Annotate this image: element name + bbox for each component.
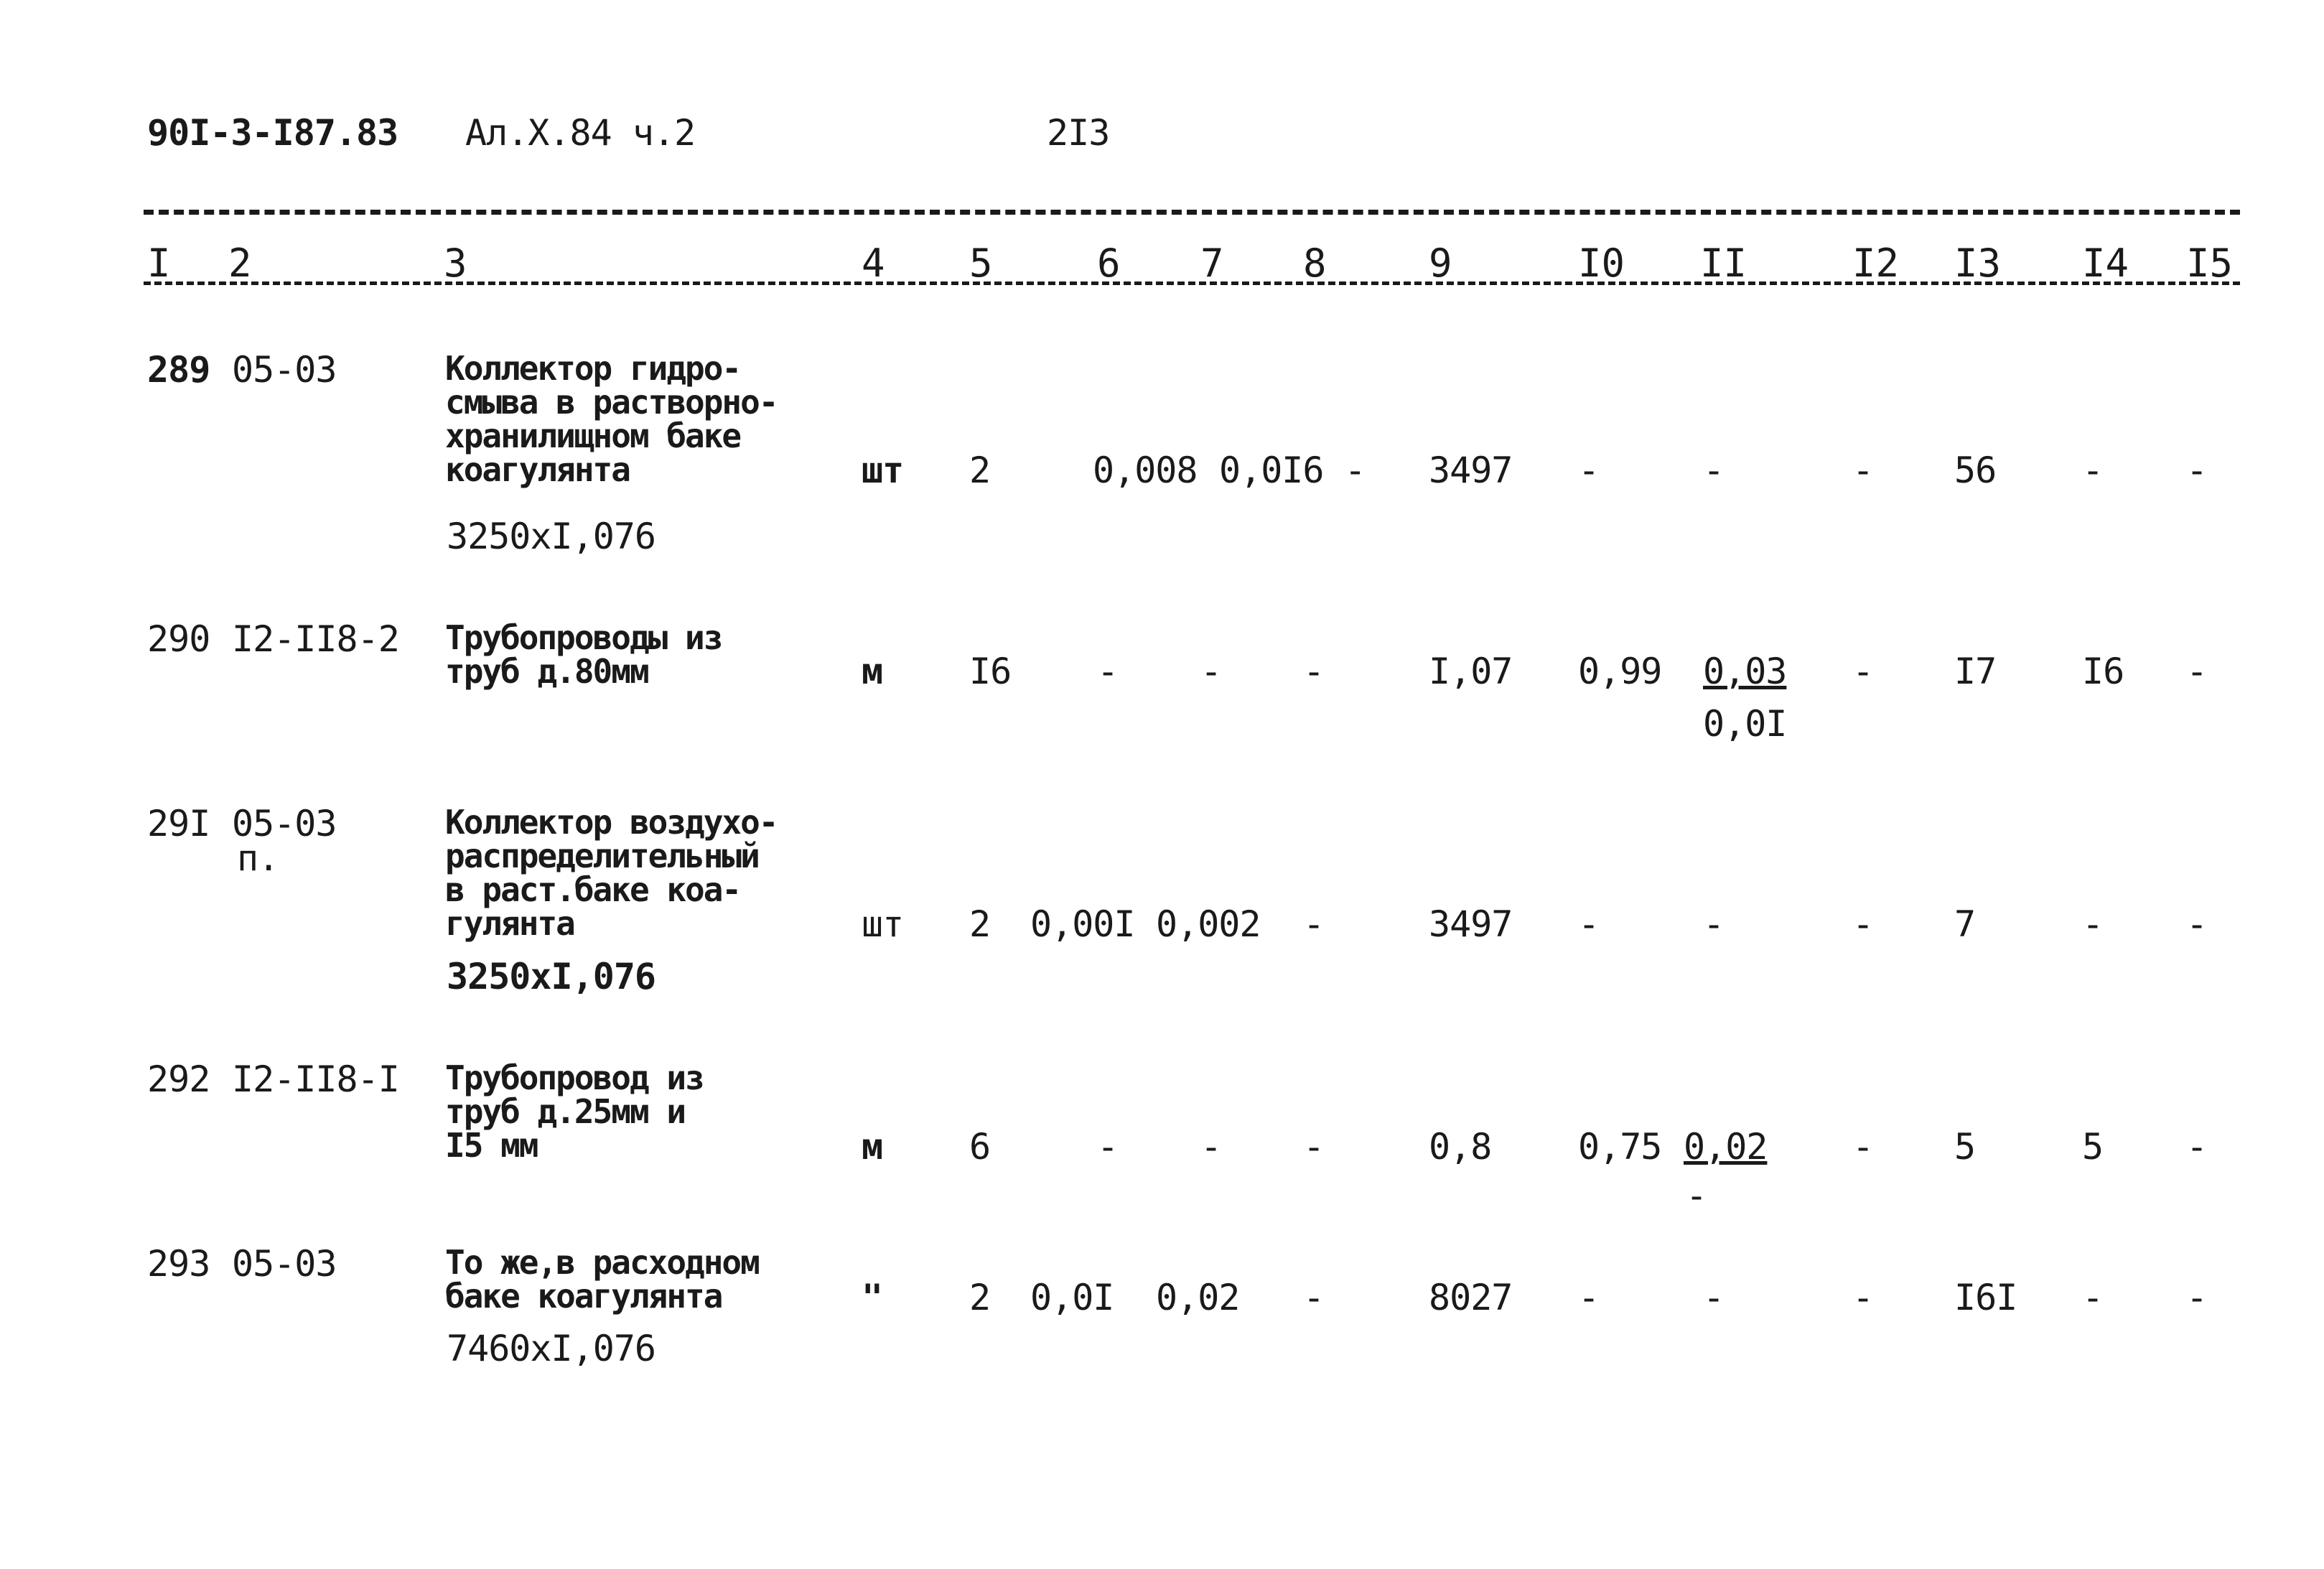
row-qty: 2 — [969, 450, 991, 491]
row-number: 29I — [147, 803, 210, 844]
col-number: 6 — [1097, 241, 1121, 286]
row-qty: 2 — [969, 1277, 991, 1318]
col-number: 7 — [1200, 241, 1224, 286]
row-code: I2-II8-I — [232, 1058, 399, 1100]
col-number: I — [147, 241, 171, 286]
col-number: I5 — [2186, 241, 2234, 286]
row-unit: м — [862, 651, 883, 692]
row-qty: 2 — [969, 903, 991, 945]
row-c9: 3497 — [1429, 903, 1513, 945]
row-c14: - — [2082, 450, 2104, 491]
row-desc-line: Трубопровод из — [445, 1058, 704, 1097]
col-number: 2 — [228, 241, 252, 286]
col-number: 3 — [444, 241, 467, 286]
row-c7: - — [1200, 651, 1222, 692]
row-c11: - — [1703, 903, 1725, 945]
row-formula: 3250xI,076 — [447, 956, 656, 997]
row-desc-line: Коллектор гидро- — [445, 349, 741, 388]
col-number: I4 — [2082, 241, 2129, 286]
row-c9: I,07 — [1429, 651, 1513, 692]
row-c14: - — [2082, 903, 2104, 945]
row-desc-line: труб д.25мм и — [445, 1092, 686, 1131]
page-number: 2I3 — [1047, 112, 1110, 154]
row-desc-line: То же,в расходном — [445, 1243, 759, 1282]
row-c15: - — [2186, 450, 2208, 491]
album-ref: Ал.X.84 ч.2 — [465, 112, 696, 154]
row-c6: - — [1097, 1126, 1119, 1168]
row-c11: 0,03 — [1703, 651, 1787, 692]
column-header-rule — [144, 281, 2240, 285]
row-c12: - — [1852, 450, 1874, 491]
row-c10: 0,75 — [1578, 1126, 1662, 1168]
row-unit: " — [862, 1277, 883, 1318]
row-qty: 6 — [969, 1126, 991, 1168]
col-number: I3 — [1954, 241, 2002, 286]
row-desc-line: I5 мм — [445, 1126, 538, 1165]
row-c12: - — [1852, 903, 1874, 945]
row-c10: 0,99 — [1578, 651, 1662, 692]
col-number: 4 — [862, 241, 885, 286]
row-c10: - — [1578, 903, 1600, 945]
row-c13: I7 — [1954, 651, 1997, 692]
row-c11-sub: - — [1686, 1175, 1707, 1216]
row-c13: 56 — [1954, 450, 1997, 491]
row-desc-line: в раст.баке коа- — [445, 870, 741, 909]
row-c14: 5 — [2082, 1126, 2104, 1168]
row-unit: шт — [862, 450, 904, 491]
row-code: 05-03 — [232, 349, 337, 391]
row-c15: - — [2186, 651, 2208, 692]
row-c13: 7 — [1954, 903, 1976, 945]
row-code: 05-03 — [232, 1243, 337, 1285]
row-c14: I6 — [2082, 651, 2124, 692]
row-c14: - — [2082, 1277, 2104, 1318]
row-c6: - — [1097, 651, 1119, 692]
row-c15: - — [2186, 903, 2208, 945]
row-code-sub: п. — [237, 837, 279, 879]
row-c12: - — [1852, 1277, 1874, 1318]
col-number: 5 — [969, 241, 993, 286]
row-c15: - — [2186, 1126, 2208, 1168]
row-c8: - — [1303, 903, 1325, 945]
row-c7: - — [1200, 1126, 1222, 1168]
row-desc-line: баке коагулянта — [445, 1277, 722, 1316]
row-c7: 0,02 — [1156, 1277, 1240, 1318]
col-number: 8 — [1303, 241, 1327, 286]
row-c9: 3497 — [1429, 450, 1513, 491]
row-c8: - — [1303, 651, 1325, 692]
row-desc-line: смыва в растворно- — [445, 383, 778, 422]
row-c11: 0,02 — [1684, 1126, 1768, 1168]
doc-code: 90I-3-I87.83 — [147, 112, 398, 154]
row-formula: 3250xI,076 — [447, 516, 656, 557]
row-desc-line: гулянта — [445, 904, 574, 943]
row-formula: 7460xI,076 — [447, 1328, 656, 1369]
row-c7: 0,002 — [1156, 903, 1261, 945]
row-c11: - — [1703, 1277, 1725, 1318]
row-c6: 0,0I — [1030, 1277, 1114, 1318]
row-desc-line: коагулянта — [445, 450, 630, 489]
row-c10: - — [1578, 1277, 1600, 1318]
row-desc-line: хранилищном баке — [445, 416, 741, 455]
row-c15: - — [2186, 1277, 2208, 1318]
row-c11: - — [1703, 450, 1725, 491]
row-qty: I6 — [969, 651, 1012, 692]
row-number: 292 — [147, 1058, 210, 1100]
row-desc-line: Коллектор воздухо- — [445, 803, 778, 842]
row-c13: 5 — [1954, 1126, 1976, 1168]
row-desc-line: распределительный — [445, 837, 759, 875]
row-c8: 0,0I6 - — [1219, 450, 1366, 491]
row-c8: - — [1303, 1277, 1325, 1318]
row-number: 290 — [147, 618, 210, 660]
row-c12: - — [1852, 651, 1874, 692]
row-code: 05-03 — [232, 803, 337, 844]
row-unit: м — [862, 1126, 883, 1168]
row-unit: шт — [862, 903, 904, 945]
row-c12: - — [1852, 1126, 1874, 1168]
row-c10: - — [1578, 450, 1600, 491]
row-c9: 8027 — [1429, 1277, 1513, 1318]
row-c11-sub: 0,0I — [1703, 703, 1787, 745]
row-desc-line: труб д.80мм — [445, 652, 648, 691]
col-number: II — [1700, 241, 1747, 286]
row-number: 293 — [147, 1243, 210, 1285]
row-c8: - — [1303, 1126, 1325, 1168]
row-number: 289 — [147, 349, 210, 391]
row-c6: 0,00I — [1030, 903, 1135, 945]
header-rule — [144, 210, 2240, 215]
col-number: 9 — [1429, 241, 1452, 286]
row-desc-line: Трубопроводы из — [445, 618, 722, 657]
col-number: I2 — [1852, 241, 1900, 286]
row-c9: 0,8 — [1429, 1126, 1492, 1168]
row-c13: I6I — [1954, 1277, 2017, 1318]
row-code: I2-II8-2 — [232, 618, 399, 660]
row-c7: 0,008 — [1093, 450, 1198, 491]
col-number: I0 — [1578, 241, 1625, 286]
